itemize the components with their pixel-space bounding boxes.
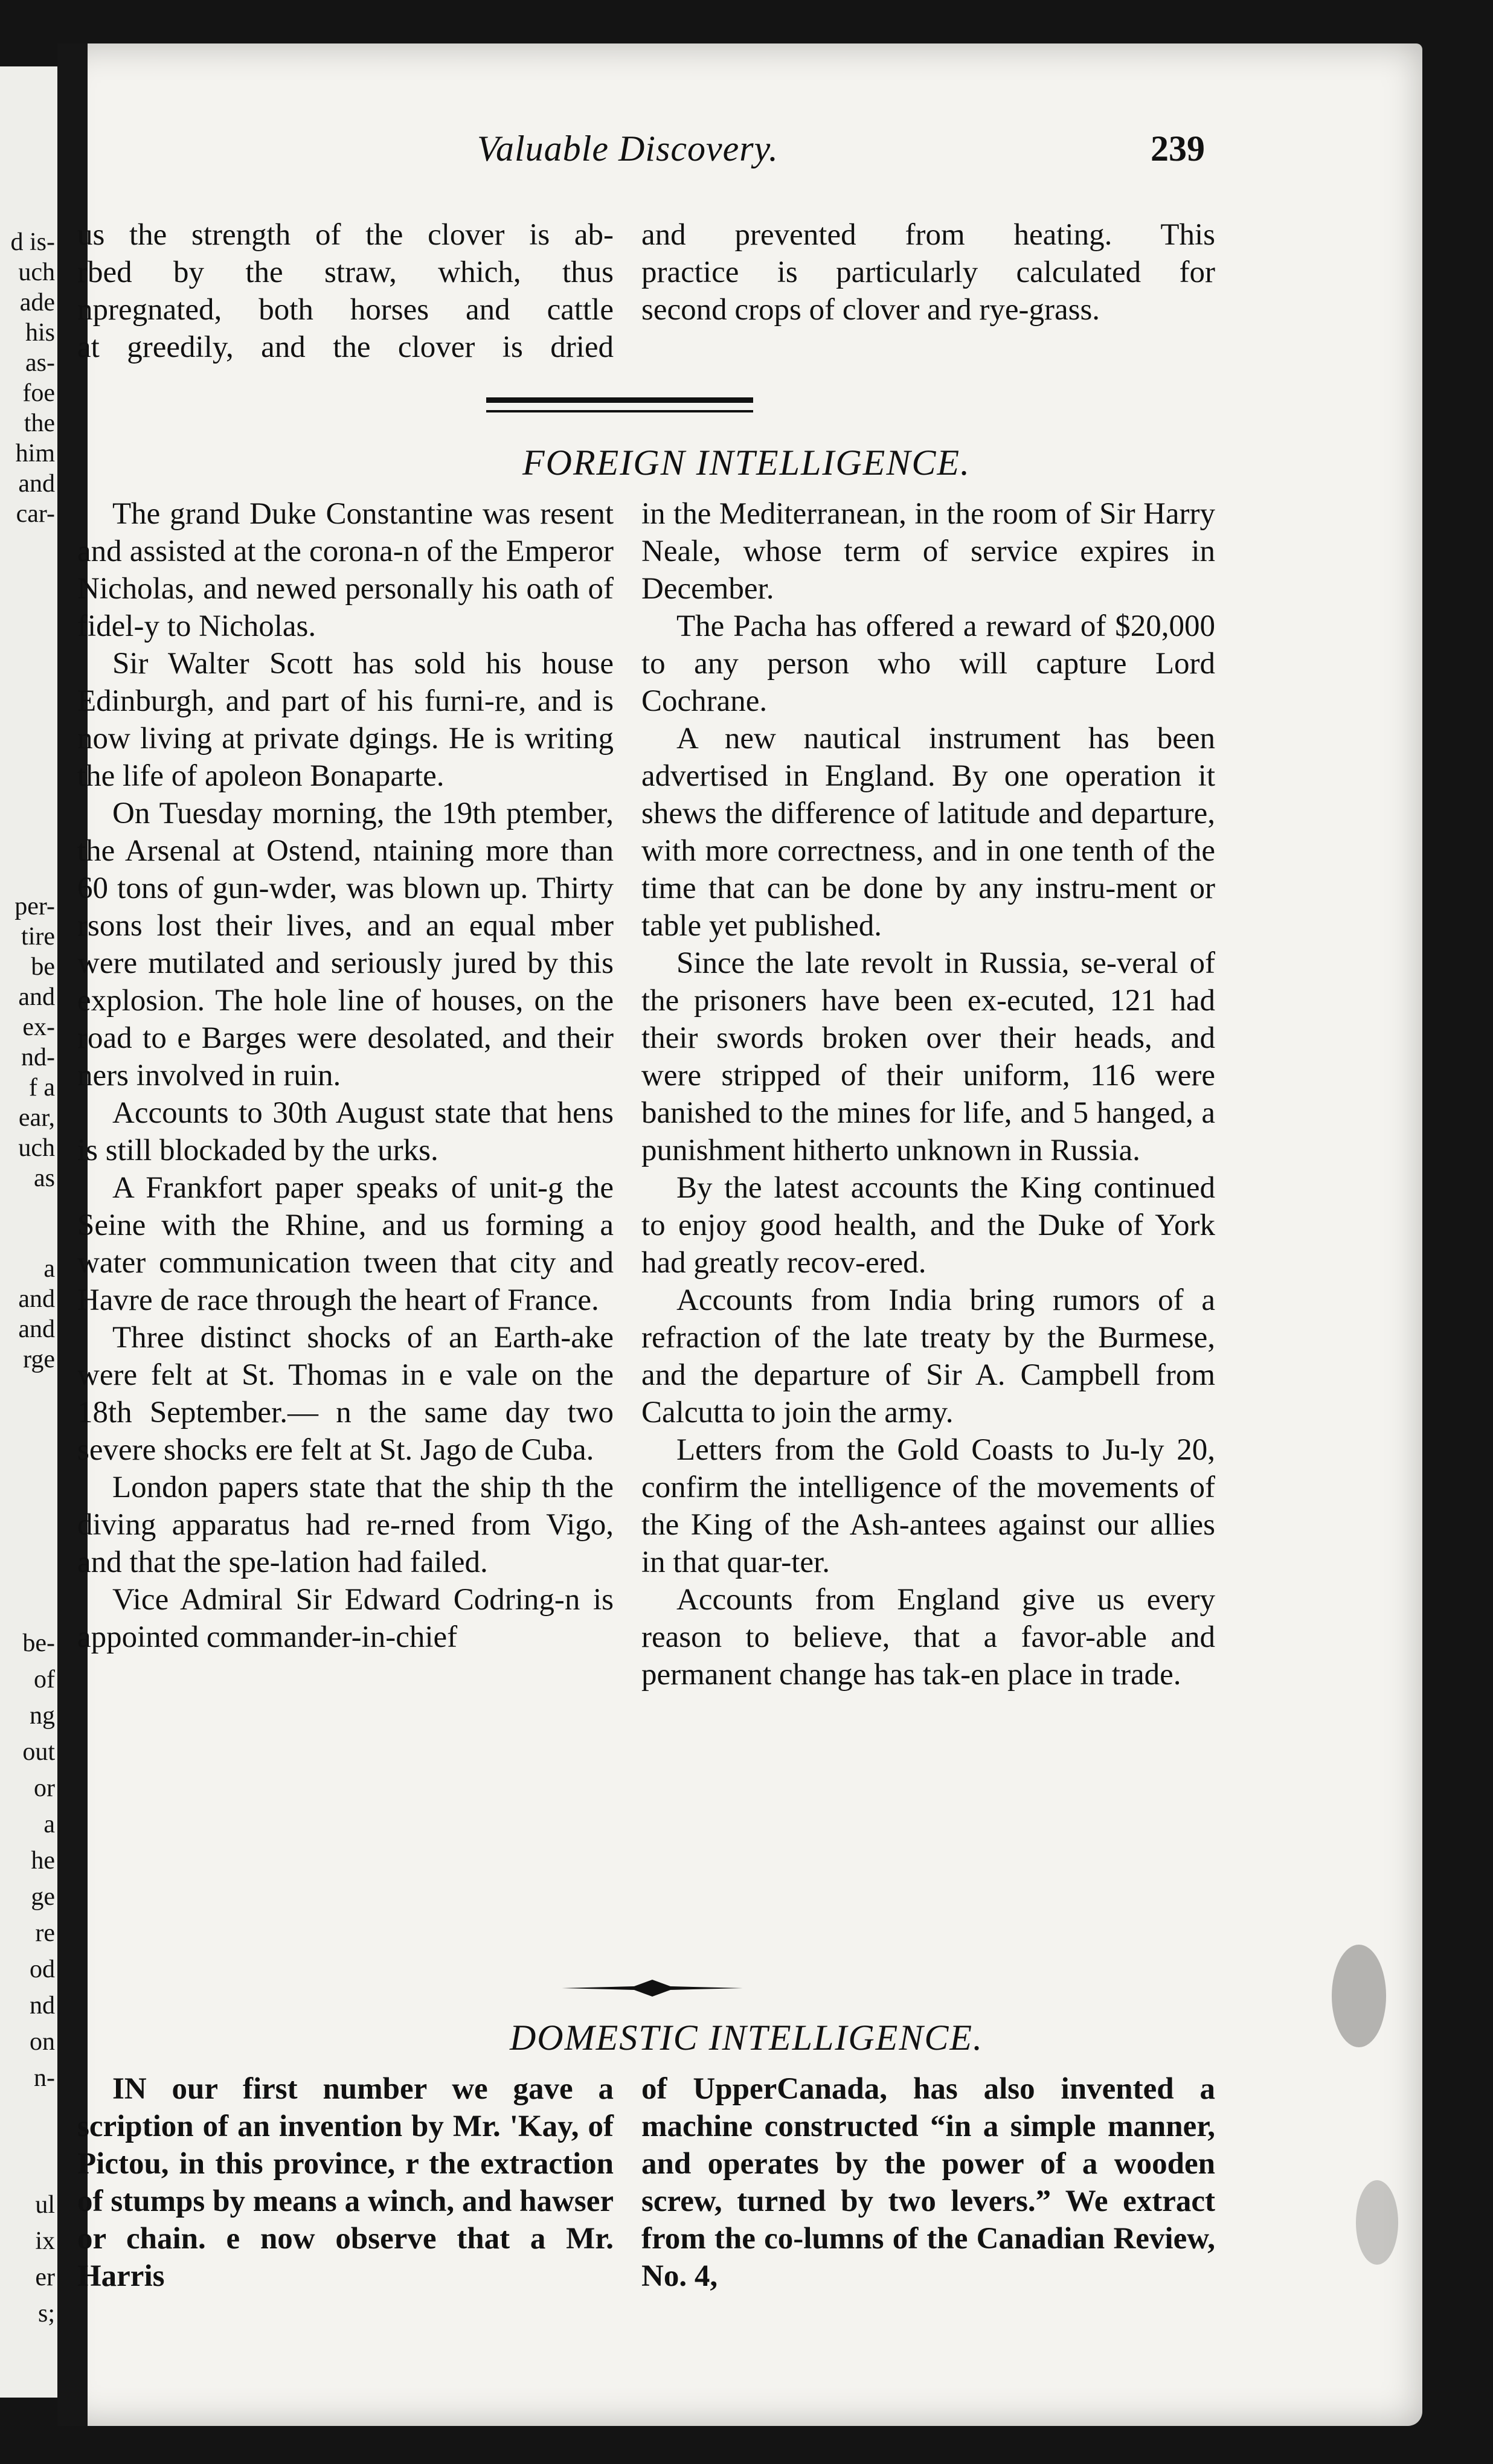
running-title: Valuable Discovery. bbox=[477, 129, 779, 168]
margin-fragment: per- bbox=[14, 893, 55, 920]
margin-fragment: ix bbox=[35, 2227, 55, 2255]
news-paragraph: By the latest accounts the King continued to enjoy good health, and the Duke of York had greatly recov-ered. bbox=[641, 1171, 1215, 1280]
margin-fragment: ng bbox=[30, 1702, 55, 1730]
text-line: rbed by the straw, which, thus bbox=[77, 255, 614, 289]
news-paragraph: A new nautical instrument has been advertised in England. By one operation it shews the difference of latitude and departure, with more correctness, and in one tenth of the time that can be done by any instru-ment or table yet published. bbox=[641, 722, 1215, 943]
domestic-intelligence-heading: DOMESTIC INTELLIGENCE. bbox=[509, 2018, 984, 2058]
text-line: npregnated, both horses and cattle bbox=[77, 293, 614, 327]
foreign-right-column bbox=[641, 495, 1215, 1693]
margin-fragment: or bbox=[34, 1774, 55, 1802]
foreign-left-column bbox=[77, 495, 614, 1656]
news-paragraph: in the Mediterranean, in the room of Sir Harry Neale, whose term of service expires in December. bbox=[641, 497, 1215, 606]
page-header bbox=[0, 128, 1493, 176]
news-paragraph: Sir Walter Scott has sold his house Edinburgh, and part of his furni-re, and is now living at private dgings. He is writing the life of apoleon Bonaparte. bbox=[77, 647, 614, 793]
news-paragraph: A Frankfort paper speaks of unit-g the Seine with the Rhine, and us forming a water communication tween that city and Havre de race through the heart of France. bbox=[77, 1171, 614, 1317]
margin-fragment: of bbox=[34, 1666, 55, 1693]
news-paragraph: Accounts to 30th August state that hens is still blockaded by the urks. bbox=[77, 1096, 614, 1167]
margin-fragment: out bbox=[22, 1738, 55, 1766]
margin-fragment: re bbox=[35, 1919, 55, 1947]
margin-fragment: od bbox=[30, 1955, 55, 1983]
margin-fragment: be bbox=[31, 953, 55, 981]
news-paragraph: London papers state that the ship th the diving apparatus had re-rned from Vigo, and that the spe-lation had failed. bbox=[77, 1471, 614, 1579]
margin-fragment: ul bbox=[35, 2191, 55, 2219]
margin-fragment: s; bbox=[37, 2300, 55, 2328]
drop-lead: IN bbox=[112, 2072, 147, 2106]
margin-fragment: ex- bbox=[22, 1013, 55, 1041]
margin-fragment: he bbox=[31, 1847, 55, 1875]
news-paragraph: Accounts from England give us every reason to believe, that a favor-able and permanent change has tak-en place in trade. bbox=[641, 1583, 1215, 1692]
margin-fragment: uch bbox=[18, 1134, 55, 1162]
top-left-column bbox=[77, 216, 614, 366]
margin-fragment: as bbox=[34, 1164, 55, 1192]
paper-stain bbox=[1356, 2180, 1398, 2265]
margin-fragment: nd bbox=[30, 1992, 55, 2020]
domestic-left-column bbox=[77, 2070, 614, 2295]
margin-fragment: and bbox=[18, 1285, 55, 1313]
news-paragraph: Letters from the Gold Coasts to Ju-ly 20, confirm the intelligence of the movements of the King of the Ash-antees against our allies in that quar-ter. bbox=[641, 1433, 1215, 1579]
news-paragraph: Since the late revolt in Russia, se-veral of the prisoners have been ex-ecuted, 121 had their swords broken over their heads, and were stripped of their uniform, 116 were banished to the mines for life, and 5 hanged, a punishment hitherto unknown in Russia. bbox=[641, 946, 1215, 1167]
margin-fragment: as- bbox=[25, 349, 55, 377]
ornamental-divider bbox=[562, 1976, 743, 2000]
section-divider-rule bbox=[486, 397, 753, 412]
text-line: and prevented from heating. This bbox=[641, 218, 1215, 252]
margin-fragment: ge bbox=[31, 1883, 55, 1911]
margin-fragment: and bbox=[18, 983, 55, 1011]
margin-fragment: a bbox=[43, 1255, 55, 1283]
news-paragraph: of UpperCanada, has also invented a machine constructed “in a simple manner, and operates by the power of a wooden screw, turned by two levers.” We extract from the co-lumns of the Canadian Review, No. 4, bbox=[641, 2072, 1215, 2293]
margin-fragment: his bbox=[25, 319, 55, 347]
news-paragraph: Accounts from India bring rumors of a refraction of the late treaty by the Burmese, and the departure of Sir A. Campbell from Calcutta to join the army. bbox=[641, 1283, 1215, 1429]
margin-fragment: and bbox=[18, 470, 55, 498]
news-paragraph: The Pacha has offered a reward of $20,000 to any person who will capture Lord Cochrane. bbox=[641, 609, 1215, 718]
news-paragraph: Vice Admiral Sir Edward Codring-n is appointed commander-in-chief bbox=[77, 1583, 614, 1654]
page-number: 239 bbox=[1151, 129, 1205, 168]
news-paragraph: The grand Duke Constantine was resent and assisted at the corona-n of the Emperor Nicholas, and newed personally his oath of fidel-y to Nicholas. bbox=[77, 497, 614, 643]
news-paragraph bbox=[77, 2070, 614, 2295]
margin-fragment: rge bbox=[23, 1346, 55, 1373]
margin-fragment: uch bbox=[18, 258, 55, 286]
margin-fragment: ear, bbox=[18, 1104, 55, 1132]
margin-fragment: a bbox=[43, 1811, 55, 1838]
margin-fragment: tire bbox=[21, 923, 55, 951]
margin-fragment: be- bbox=[22, 1629, 55, 1657]
margin-fragment: on bbox=[30, 2028, 55, 2056]
margin-fragment: ade bbox=[19, 289, 55, 316]
paper-stain bbox=[1332, 1945, 1386, 2047]
margin-fragment: the bbox=[24, 409, 55, 437]
top-right-column bbox=[641, 216, 1215, 329]
text-line: practice is particularly calculated for bbox=[641, 255, 1215, 289]
domestic-right-column bbox=[641, 2070, 1215, 2295]
margin-fragment: him bbox=[15, 440, 55, 467]
news-paragraph: Three distinct shocks of an Earth-ake were felt at St. Thomas in e vale on the 18th September.— n the same day two severe shocks ere felt at St. Jago de Cuba. bbox=[77, 1321, 614, 1467]
margin-fragment: and bbox=[18, 1315, 55, 1343]
margin-fragment: er bbox=[35, 2263, 55, 2291]
domestic-left-text: our first number we gave a scription of an invention by Mr. 'Kay, of Pictou, in this province, r the extraction of stumps by means a winch, and hawser or chain. e now observe that a Mr. Harris bbox=[77, 2072, 614, 2293]
margin-fragment: d is- bbox=[10, 228, 55, 256]
margin-fragment: f a bbox=[28, 1074, 55, 1102]
text-line: at greedily, and the clover is dried bbox=[77, 330, 614, 364]
text-line: us the strength of the clover is ab- bbox=[77, 218, 614, 252]
margin-fragment: car- bbox=[16, 500, 55, 528]
margin-fragment: nd- bbox=[21, 1044, 55, 1071]
foreign-intelligence-heading: FOREIGN INTELLIGENCE. bbox=[522, 443, 971, 483]
text-line: second crops of clover and rye-grass. bbox=[641, 293, 1100, 327]
margin-fragment: foe bbox=[22, 379, 55, 407]
margin-fragment: n- bbox=[34, 2064, 55, 2092]
news-paragraph: On Tuesday morning, the 19th ptember, the Arsenal at Ostend, ntaining more than 60 tons of gun-wder, was blown up. Thirty rsons lost their lives, and an equal mber were mutilated and seriously jured by this explosion. The hole line of houses, on the road to e Barges were desolated, and their ners involved in ruin. bbox=[77, 797, 614, 1092]
